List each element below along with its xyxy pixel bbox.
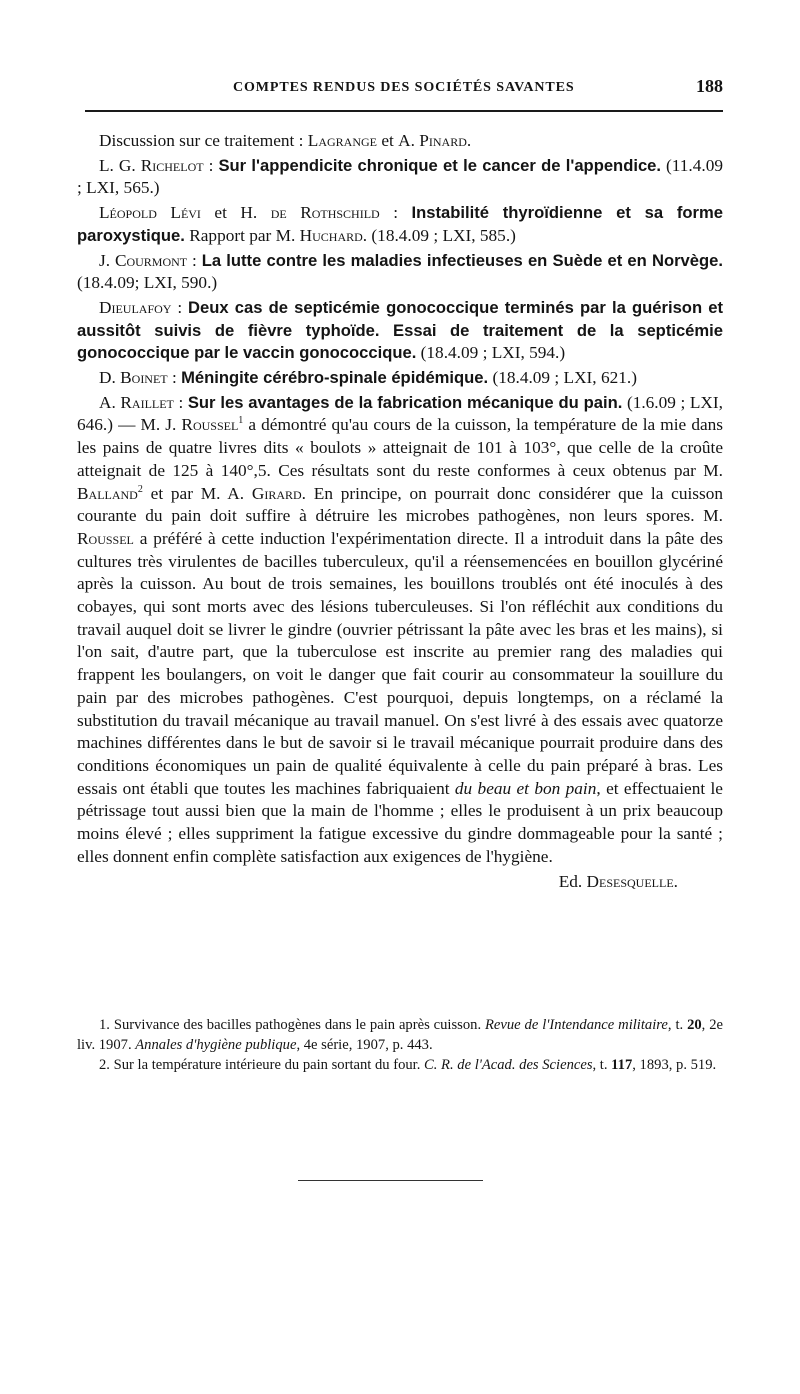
footnotes xyxy=(77,1015,723,1075)
author-name: Huchard. xyxy=(299,225,368,245)
running-head xyxy=(85,76,723,102)
entry-dieulafoy: Dieulafoy : Deux cas de septicémie gonococcique terminés par la guérison et aussitôt suivis de fièvre typhoïde. Essai de traitement de la septicémie gonococcique par le vaccin gonococcique. (18.4.09 ; LXI, 594.) xyxy=(77,297,723,363)
author-name: Roussel xyxy=(181,415,239,435)
entry-title: Méningite cérébro-spinale épidémique. xyxy=(181,368,489,388)
italic-phrase: du beau et bon pain xyxy=(454,778,597,798)
entry-boinet: D. Boinet : Méningite cérébro-spinale épidémique. (18.4.09 ; LXI, 621.) xyxy=(99,368,637,388)
signature-name: Desesquelle. xyxy=(586,871,678,891)
page-number: 188 xyxy=(696,76,723,96)
footnote-2: 2. Sur la température intérieure du pain sortant du four. C. R. de l'Acad. des Sciences, t. 117, 1893, p. 519. xyxy=(99,1057,717,1073)
entry-title: Instabilité thyroïdienne et sa forme paroxystique. xyxy=(77,203,723,245)
signature: Ed. Desesquelle. xyxy=(558,871,678,891)
entry-reference: (18.4.09 ; LXI, 621.) xyxy=(488,368,637,388)
entry-title: Sur l'appendicite chronique et le cancer de l'appendice. xyxy=(218,155,662,175)
running-title: COMPTES RENDUS DES SOCIÉTÉS SAVANTES xyxy=(233,80,575,95)
author-name: Girard. xyxy=(251,483,306,503)
author-name: A. Pinard. xyxy=(398,131,472,150)
entry-reference: (18.4.09 ; LXI, 585.) xyxy=(367,225,516,245)
entry-title: Deux cas de septicémie gonococcique terminés par la guérison et aussitôt suivis de fièvre typhoïde. Essai de traitement de la septicémie gonococcique par le vaccin gonococcique. xyxy=(77,297,723,363)
author-name: D. Boinet xyxy=(99,368,168,388)
entry-title: La lutte contre les maladies infectieuses en Suède et en Norvège. xyxy=(201,250,723,270)
author-name: L. G. Richelot xyxy=(99,155,204,175)
author-name: Dieulafoy xyxy=(99,297,172,317)
entry-courmont: J. Courmont : La lutte contre les maladies infectieuses en Suède et en Norvège. (18.4.09; LXI, 590.) xyxy=(77,250,723,293)
footnote-1: 1. Survivance des bacilles pathogènes dans le pain après cuisson. Revue de l'Intendance militaire, t. 20, 2e liv. 1907. Annales d'hygiène publique, 4e série, 1907, p. 443. xyxy=(77,1017,723,1053)
author-name: Roussel xyxy=(77,528,134,548)
author-name: Balland xyxy=(77,483,138,503)
footnote-marker: 1 xyxy=(238,415,244,427)
footnote-marker: 2 xyxy=(137,483,143,495)
entry-title: Sur les avantages de la fabrication mécanique du pain. xyxy=(187,392,623,412)
author-name: J. Courmont xyxy=(99,250,188,270)
author-name: Léopold Lévi xyxy=(99,203,201,223)
header-rule xyxy=(85,110,723,112)
entry-richelot: L. G. Richelot : Sur l'appendicite chronique et le cancer de l'appendice. (11.4.09 ; LXI, 565.) xyxy=(77,155,723,198)
author-name: de Rothschild xyxy=(270,203,380,223)
author-name: A. Raillet xyxy=(99,392,174,412)
entry-reference: (18.4.09 ; LXI, 594.) xyxy=(416,343,566,363)
section-end-rule xyxy=(298,1180,483,1181)
entry-discussion: Discussion sur ce traitement : Lagrange et A. Pinard. xyxy=(99,131,472,150)
main-text xyxy=(77,130,723,895)
entry-reference: (11.4.09 ; LXI, 565.) xyxy=(77,155,723,198)
entry-levi-rothschild: Léopold Lévi et H. de Rothschild : Instabilité thyroïdienne et sa forme paroxystique. Rapport par M. Huchard. (18.4.09 ; LXI, 585.) xyxy=(77,203,723,245)
entry-reference: (18.4.09; LXI, 590.) xyxy=(77,273,218,293)
entry-raillet: A. Raillet : Sur les avantages de la fabrication mécanique du pain. (1.6.09 ; LXI, 646.) — M. J. Roussel$^1$ a démontré qu'au cours de la cuisson, la température de la mie dans les pains de quatre livres dits « boulots » atteignait de 101 à 103°, que celle de la croûte atteignait de 125 à 140°,5. Ces résultats sont du reste conformes à ceux obtenus par M. Balland$^2$ et par M. A. Girard. En principe, on pourrait donc considérer que la cuisson courante du pain doit suffire à détruire les microbes pathogènes, non leurs spores. M. Roussel a préféré à cette induction l'expérimentation directe. Il a introduit dans la pâte des cultures très virulentes de bacilles tuberculeux, qu'il a réensemencées en bouillon glycériné après la cuisson. Au bout de trois semaines, les bouillons troublés ont été inoculés à des cobayes, qui sont morts avec des lésions tuberculeuses. Si l'on réfléchit aux conditions du travail auquel doit se livrer le gindre (ouvrier pétrissant la pâte avec les bras et les mains), si l'on sait, d'autre part, que la tuberculose est inscrite au premier rang des maladies qui frappent les boulangers, on voit le danger que fait courir au consommateur la souillure du pain par des microbes pathogènes. C'est pourquoi, depuis longtemps, on a réclamé la substitution du travail mécanique au travail manuel. On s'est livré à des essais avec quatorze machines différentes dans le but de savoir si le travail mécanique pourrait produire dans des conditions économiques un pain de qualité équivalente à celle du pain préparé à bras. Les essais ont établi que toutes les machines fabriquaient du beau et bon pain, et effectuaient le pétrissage tout aussi bien que la main de l'homme ; elles le produisent à un prix beaucoup moins élevé ; elles suppriment la fatigue excessive du gindre dommageable pour la santé ; elles donnent enfin complète satisfaction aux exigences de l'hygiène. xyxy=(77,392,724,866)
author-name: Lagrange xyxy=(307,131,378,150)
